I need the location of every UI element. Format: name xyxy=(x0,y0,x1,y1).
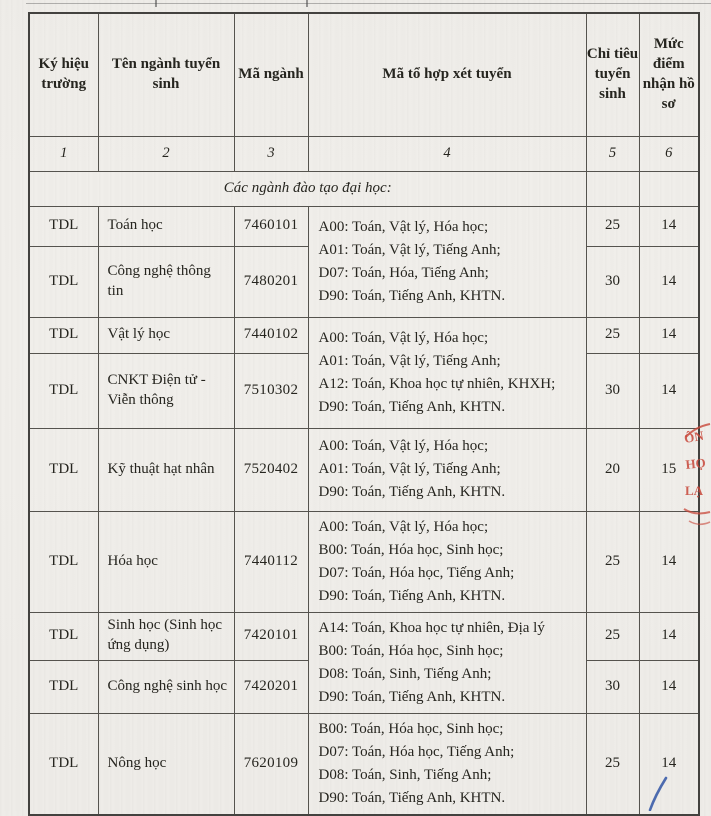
major-code-cell: 7440102 xyxy=(234,317,308,353)
cropped-row-remnant-line xyxy=(26,3,711,4)
major-name-cell: Toán học xyxy=(98,206,234,246)
section-row xyxy=(29,171,699,206)
cropped-row-remnant-tick xyxy=(155,0,157,7)
school-code-cell: TDL xyxy=(29,353,98,428)
quota-cell: 25 xyxy=(586,511,639,612)
subject-combos-cell xyxy=(308,317,586,428)
min-score-cell: 14 xyxy=(639,660,699,713)
major-name-cell: Công nghệ sinh học xyxy=(98,660,234,713)
major-name-cell: Vật lý học xyxy=(98,317,234,353)
subject-combo-line: A12: Toán, Khoa học tự nhiên, KHXH; xyxy=(318,375,556,392)
column-number: 4 xyxy=(308,136,586,171)
subject-combo-line: A00: Toán, Vật lý, Hóa học; xyxy=(318,518,489,535)
major-code-cell: 7440112 xyxy=(234,511,308,612)
column-number-row xyxy=(29,136,699,171)
table-row xyxy=(29,511,699,612)
stamp-text-fragment: LẠ xyxy=(685,483,704,498)
min-score-cell: 14 xyxy=(639,511,699,612)
subject-combo-line: A01: Toán, Vật lý, Tiếng Anh; xyxy=(318,461,501,477)
major-code-cell: 7620109 xyxy=(234,713,308,815)
column-number: 1 xyxy=(29,136,98,171)
subject-combo-line: D90: Toán, Tiếng Anh, KHTN. xyxy=(318,484,506,500)
empty-cell xyxy=(639,171,699,206)
empty-cell xyxy=(586,171,639,206)
major-name-cell: Công nghệ thông tin xyxy=(98,246,234,317)
major-name-cell: Nông học xyxy=(98,713,234,815)
min-score-cell: 15 xyxy=(639,428,699,511)
school-code-cell: TDL xyxy=(29,612,98,660)
table-row xyxy=(29,206,699,246)
min-score-cell: 14 xyxy=(639,246,699,317)
admissions-table xyxy=(28,12,700,816)
min-score-cell: 14 xyxy=(639,713,699,815)
major-code-cell: 7420201 xyxy=(234,660,308,713)
major-code-cell: 7480201 xyxy=(234,246,308,317)
subject-combos-cell xyxy=(308,511,586,612)
subject-combo-line: A00: Toán, Vật lý, Hóa học; xyxy=(318,218,489,235)
quota-cell: 25 xyxy=(586,713,639,815)
school-code-cell: TDL xyxy=(29,660,98,713)
min-score-cell: 14 xyxy=(639,612,699,660)
subject-combos-cell xyxy=(308,428,586,511)
subject-combo-line: D08: Toán, Sinh, Tiếng Anh; xyxy=(318,766,492,783)
header-row xyxy=(29,13,699,136)
quota-cell: 30 xyxy=(586,246,639,317)
subject-combo-line: A00: Toán, Vật lý, Hóa học; xyxy=(318,438,489,454)
col-header-quota: Chỉ tiêu tuyển sinh xyxy=(586,13,639,136)
major-code-cell: 7510302 xyxy=(234,353,308,428)
table-row xyxy=(29,713,699,815)
quota-cell: 25 xyxy=(586,612,639,660)
col-header-min-score: Mức điểm nhận hồ sơ xyxy=(639,13,699,136)
stamp-text-fragment: HỌ xyxy=(684,454,707,472)
subject-combo-line: B00: Toán, Hóa học, Sinh học; xyxy=(318,720,504,737)
quota-cell: 25 xyxy=(586,206,639,246)
subject-combo-line: D90: Toán, Tiếng Anh, KHTN. xyxy=(318,398,506,415)
column-number: 3 xyxy=(234,136,308,171)
col-header-school-code: Ký hiệu trường xyxy=(29,13,98,136)
stamp-text-fragment: ÔN xyxy=(682,427,705,446)
subject-combo-line: D90: Toán, Tiếng Anh, KHTN. xyxy=(318,287,506,304)
min-score-cell: 14 xyxy=(639,353,699,428)
quota-cell: 25 xyxy=(586,317,639,353)
subject-combos-cell xyxy=(308,612,586,713)
col-header-major-code: Mã ngành xyxy=(234,13,308,136)
major-code-cell: 7520402 xyxy=(234,428,308,511)
table-row xyxy=(29,317,699,353)
quota-cell: 30 xyxy=(586,660,639,713)
major-name-cell: Hóa học xyxy=(98,511,234,612)
subject-combo-line: D90: Toán, Tiếng Anh, KHTN. xyxy=(318,587,506,604)
major-name-cell: Sinh học (Sinh học ứng dụng) xyxy=(98,612,234,660)
table-row xyxy=(29,428,699,511)
subject-combo-line: A01: Toán, Vật lý, Tiếng Anh; xyxy=(318,241,501,258)
subject-combo-line: A00: Toán, Vật lý, Hóa học; xyxy=(318,329,489,346)
column-number: 2 xyxy=(98,136,234,171)
cropped-row-remnant-tick xyxy=(306,0,308,7)
school-code-cell: TDL xyxy=(29,206,98,246)
school-code-cell: TDL xyxy=(29,428,98,511)
subject-combo-line: A01: Toán, Vật lý, Tiếng Anh; xyxy=(318,352,501,369)
subject-combo-line: D07: Toán, Hóa học, Tiếng Anh; xyxy=(318,564,515,581)
major-name-cell: Kỹ thuật hạt nhân xyxy=(98,428,234,511)
major-code-cell: 7460101 xyxy=(234,206,308,246)
major-code-cell: 7420101 xyxy=(234,612,308,660)
school-code-cell: TDL xyxy=(29,511,98,612)
major-name-cell: CNKT Điện tử - Viễn thông xyxy=(98,353,234,428)
school-code-cell: TDL xyxy=(29,713,98,815)
section-label: Các ngành đào tạo đại học: xyxy=(29,171,586,206)
school-code-cell: TDL xyxy=(29,317,98,353)
subject-combo-line: D90: Toán, Tiếng Anh, KHTN. xyxy=(318,688,506,705)
min-score-cell: 14 xyxy=(639,206,699,246)
school-code-cell: TDL xyxy=(29,246,98,317)
subject-combo-line: D07: Toán, Hóa học, Tiếng Anh; xyxy=(318,743,515,760)
col-header-subject-combos: Mã tổ hợp xét tuyển xyxy=(308,13,586,136)
column-number: 6 xyxy=(639,136,699,171)
subject-combo-line: B00: Toán, Hóa học, Sinh học; xyxy=(318,642,504,659)
subject-combos-cell xyxy=(308,713,586,815)
quota-cell: 30 xyxy=(586,353,639,428)
subject-combo-line: B00: Toán, Hóa học, Sinh học; xyxy=(318,541,504,558)
table-row xyxy=(29,612,699,660)
subject-combo-line: D90: Toán, Tiếng Anh, KHTN. xyxy=(318,789,506,806)
subject-combo-line: A14: Toán, Khoa học tự nhiên, Địa lý xyxy=(318,619,545,636)
column-number: 5 xyxy=(586,136,639,171)
subject-combo-line: D08: Toán, Sinh, Tiếng Anh; xyxy=(318,665,492,682)
subject-combos-cell xyxy=(308,206,586,317)
subject-combo-line: D07: Toán, Hóa, Tiếng Anh; xyxy=(318,264,489,281)
quota-cell: 20 xyxy=(586,428,639,511)
min-score-cell: 14 xyxy=(639,317,699,353)
col-header-major-name: Tên ngành tuyển sinh xyxy=(98,13,234,136)
